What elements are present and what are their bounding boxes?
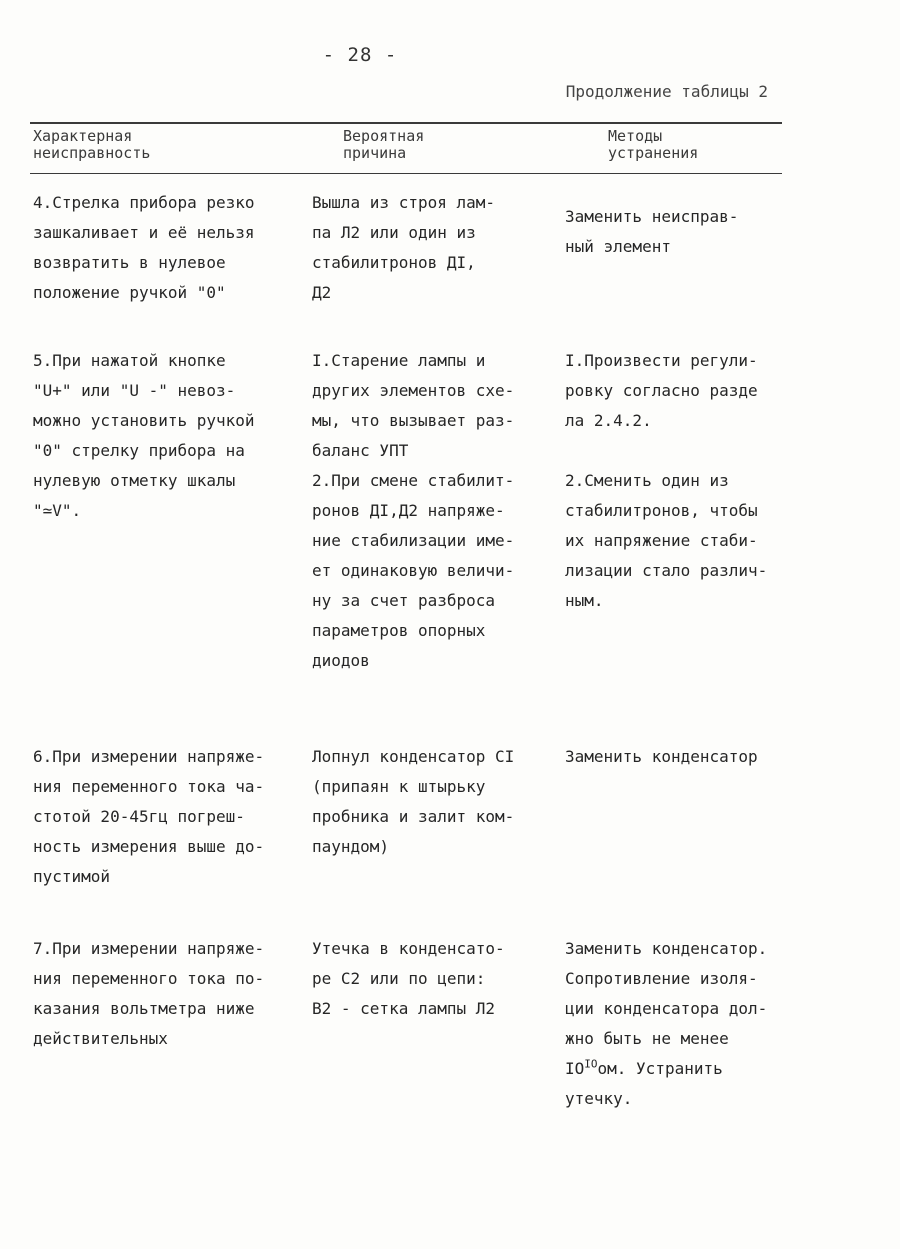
remedy-exponent: IO — [584, 1057, 598, 1071]
table-row — [30, 346, 790, 742]
page-number: - 28 - — [322, 44, 398, 66]
fault-cell: 7.При измерении напряже- ния переменного тока по- казания вольтметра ниже действительных — [33, 939, 265, 1048]
table-header-rule — [30, 173, 782, 174]
fault-cell: 4.Стрелка прибора резко зашкаливает и её нельзя возвратить в нулевое положение ручкой "0" — [33, 193, 255, 302]
cause-cell: Вышла из строя лам- па Л2 или один из стабилитронов ДI, Д2 — [312, 193, 496, 302]
cause-cell: I.Старение лампы и других элементов схе- мы, что вызывает раз- баланс УПТ 2.При смене стабилит- ронов ДI,Д2 напряже- ние стабилизации име- ет одинаковую величи- ну за счет разброса параметров опорных диодов — [312, 351, 515, 670]
remedy-text-part1: Заменить конденсатор. Сопротивление изоля- ции конденсатора дол- жно быть не менее IO — [565, 939, 768, 1078]
table-top-rule — [30, 122, 782, 124]
fault-cell: 5.При нажатой кнопке "U+" или "U -" невоз- можно установить ручкой "0" стрелку прибора на нулевую отметку шкалы "≃V". — [33, 351, 255, 520]
remedy-cell: I.Произвести регули- ровку согласно разде ла 2.4.2. 2.Сменить один из стабилитронов, чтобы их напряжение стаби- лизации стало различ- ным. — [565, 351, 768, 610]
header-fault: Характерная неисправность — [33, 127, 151, 162]
table-continuation-label: Продолжение таблицы 2 — [565, 82, 768, 101]
fault-cell: 6.При измерении напряже- ния переменного тока ча- стотой 20-45гц погреш- ность измерения выше до- пустимой — [33, 747, 265, 886]
table-body — [30, 188, 790, 1134]
cause-cell: Лопнул конденсатор CI (припаян к штырьку пробника и залит ком- паундом) — [312, 747, 515, 856]
table-header — [30, 128, 782, 172]
table-row — [30, 188, 790, 346]
header-remedy: Методы устранения — [608, 127, 699, 162]
remedy-text-part2: ом. Устранить утечку. — [565, 1059, 723, 1108]
table-row — [30, 934, 790, 1134]
header-cause: Вероятная причина — [343, 127, 425, 162]
remedy-cell: Заменить конденсатор — [565, 747, 758, 766]
table-row — [30, 742, 790, 934]
remedy-cell: Заменить неисправ- ный элемент — [565, 207, 739, 256]
remedy-cell — [565, 934, 805, 1114]
cause-cell: Утечка в конденсато- ре C2 или по цепи: В2 - сетка лампы Л2 — [312, 939, 505, 1018]
